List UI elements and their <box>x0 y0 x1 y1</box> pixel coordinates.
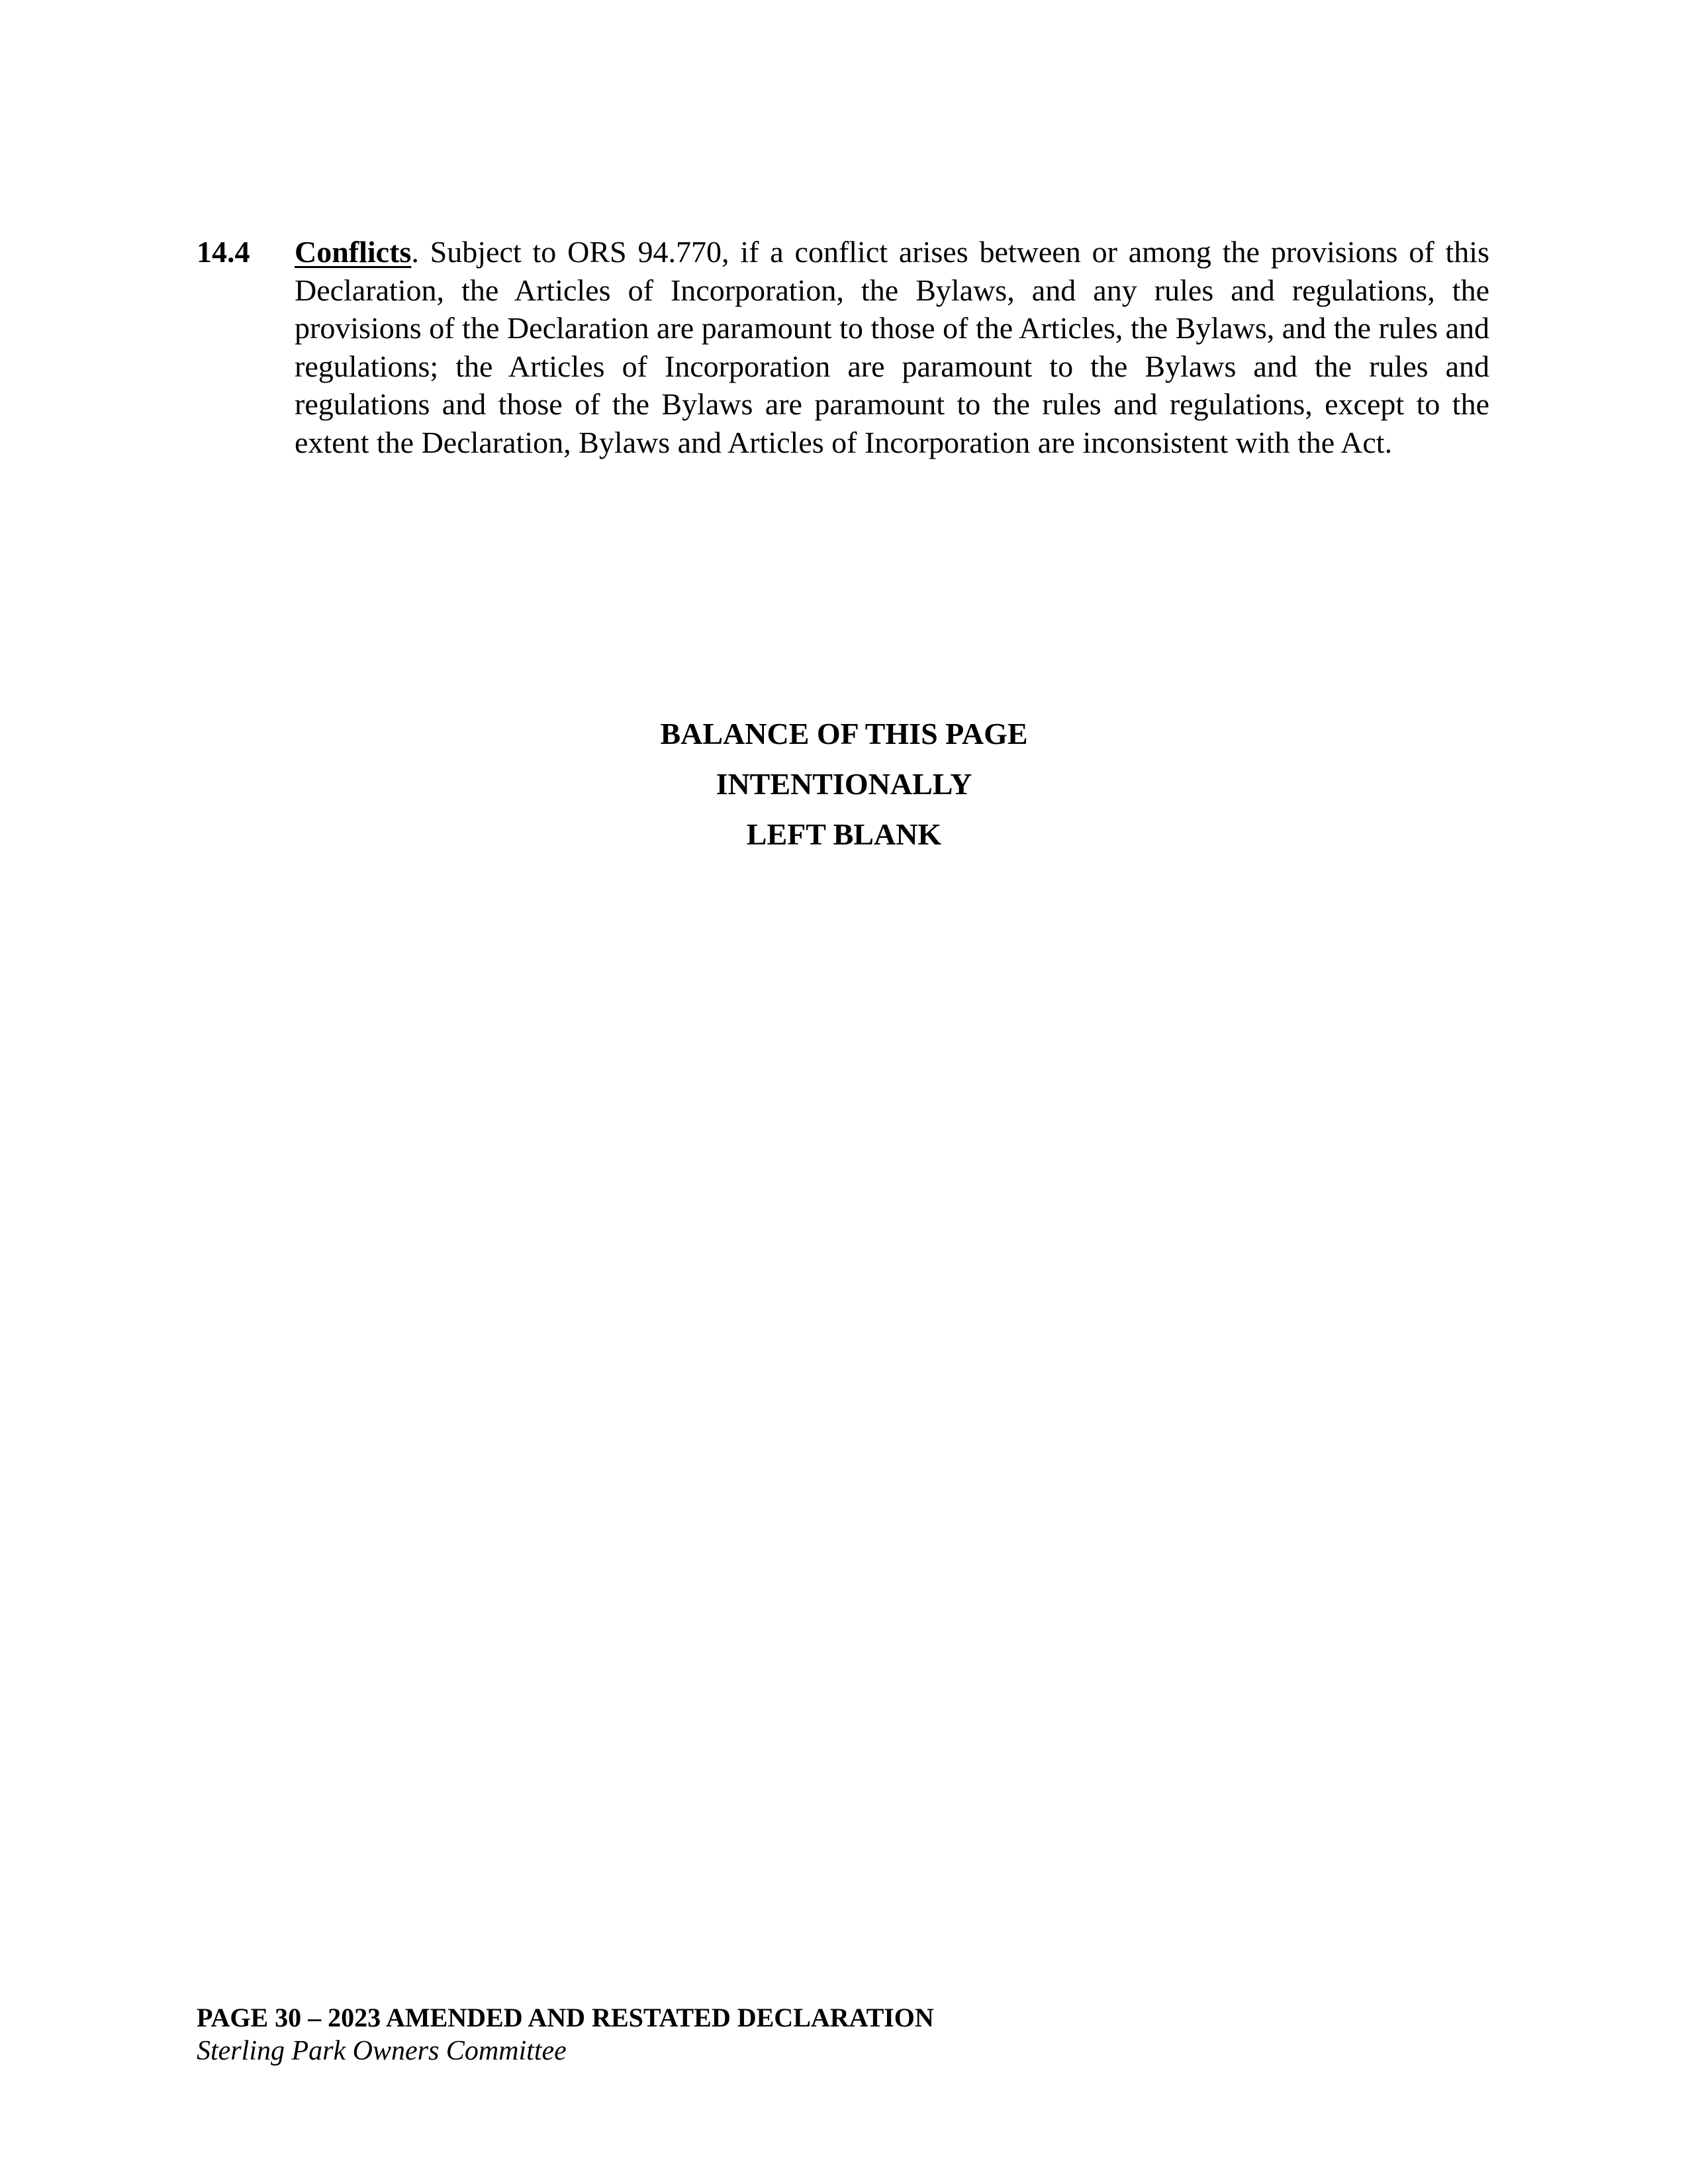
blank-notice-line-1: BALANCE OF THIS PAGE <box>660 717 1028 751</box>
section-number: 14.4 <box>197 235 250 269</box>
section-body <box>295 233 1489 461</box>
blank-notice-line-2: INTENTIONALLY <box>716 767 972 801</box>
footer-organization: Sterling Park Owners Committee <box>197 2036 567 2066</box>
section-heading-punct: . <box>411 235 419 269</box>
blank-page-notice <box>0 709 1688 860</box>
section-heading: Conflicts <box>295 235 412 269</box>
footer-page-title: PAGE 30 – 2023 AMENDED AND RESTATED DECLARATION <box>197 2003 934 2032</box>
blank-notice-line-3: LEFT BLANK <box>746 817 942 851</box>
page-footer <box>197 2001 1454 2068</box>
section-text: Subject to ORS 94.770, if a conflict arises between or among the provisions of this Declaration, the Articles of Incorporation, the Bylaws, and any rules and regulations, the provisions of the Declaration are paramount to those of the Articles, the Bylaws, and the rules and regulations; the Articles of Incorporation are paramount to the Bylaws and the rules and regulations and those of the Bylaws are paramount to the rules and regulations, except to the extent the Declaration, Bylaws and Articles of Incorporation are inconsistent with the Act. <box>295 235 1489 459</box>
